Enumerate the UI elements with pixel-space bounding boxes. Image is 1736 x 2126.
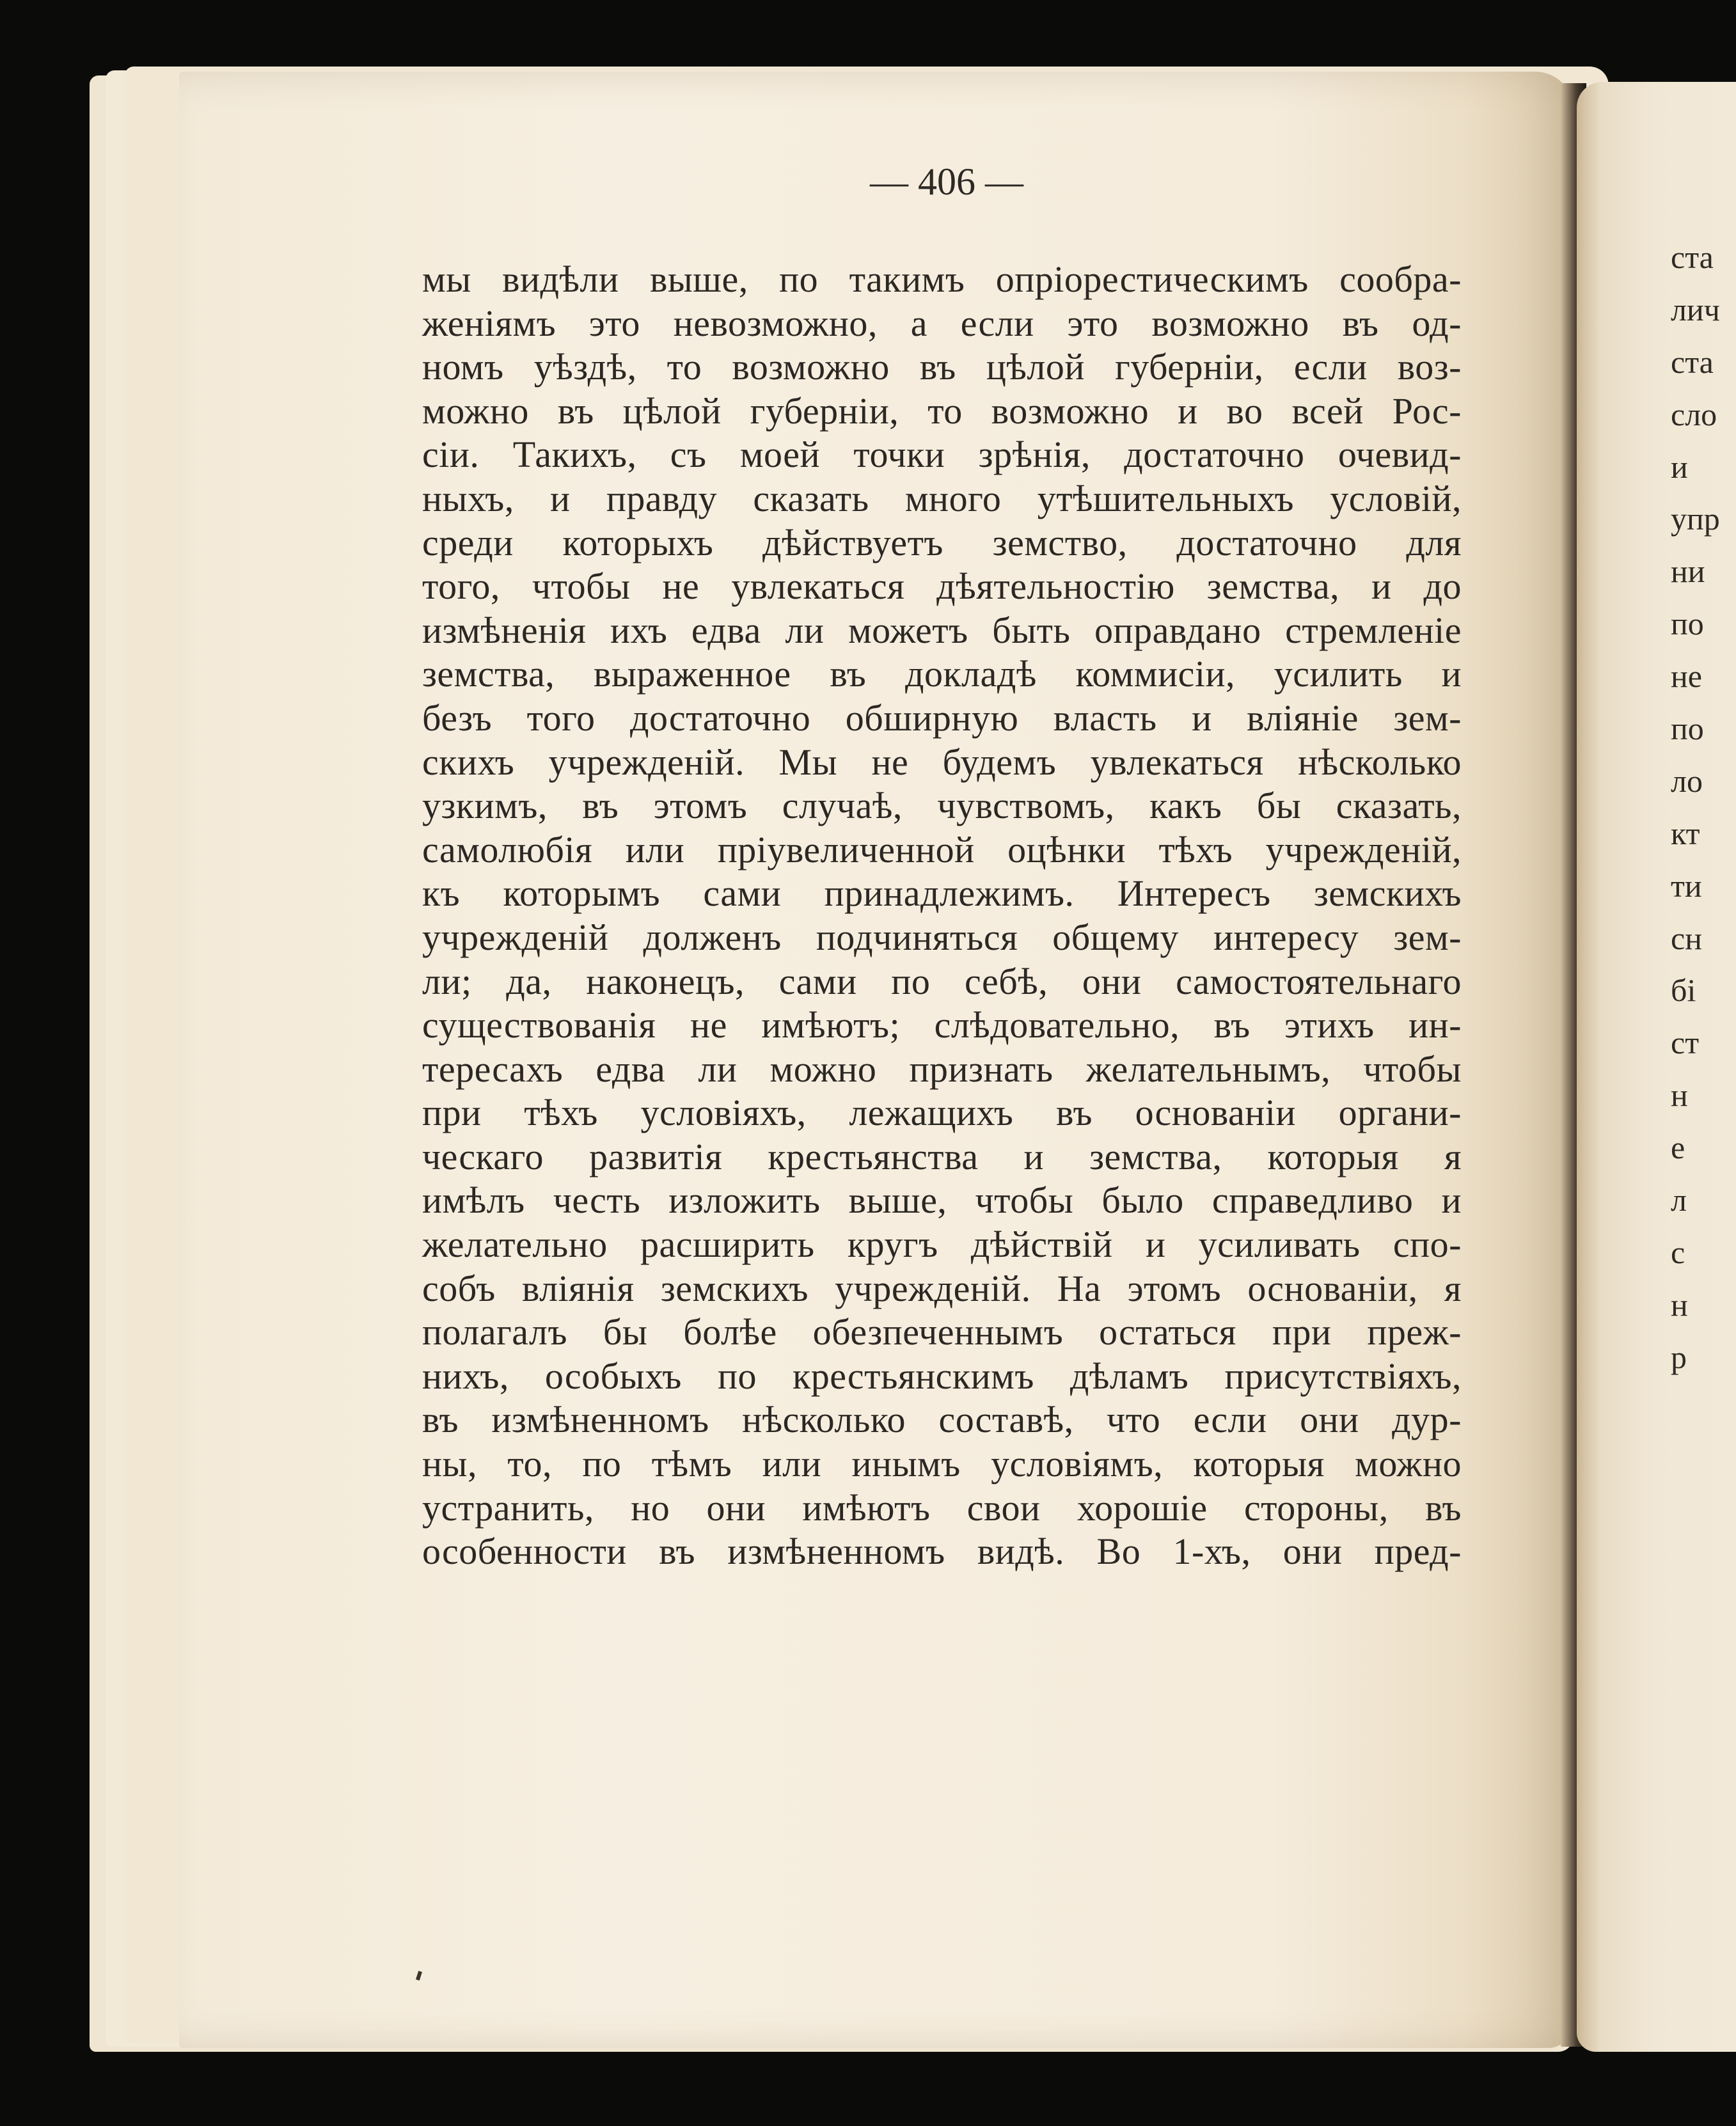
- page-number: — 406 —: [870, 161, 1023, 203]
- text-line-content: собъ вліянія земскихъ учрежденій. На этомъ основаніи, я: [422, 1267, 1462, 1309]
- text-line: [422, 1135, 1462, 1179]
- text-line-content: полагалъ бы болѣе обезпеченнымъ остаться при преж-: [422, 1311, 1462, 1353]
- text-line-content: ныхъ, и правду сказать много утѣшительныхъ условій,: [422, 477, 1462, 519]
- text-line: [422, 872, 1462, 916]
- text-line: [422, 521, 1462, 565]
- text-line-content: при тѣхъ условіяхъ, лежащихъ въ основаніи органи-: [422, 1092, 1462, 1134]
- text-line: [422, 960, 1462, 1004]
- right-page-line-fragment: лич: [1671, 291, 1720, 327]
- text-line-content: женіямъ это невозможно, а если это возможно въ од-: [422, 302, 1462, 344]
- text-line-content: ли; да, наконецъ, сами по себѣ, они самостоятельнаго: [422, 960, 1462, 1002]
- right-page-line-fragment: ст: [1671, 1025, 1700, 1061]
- right-page-line-fragment: кт: [1671, 815, 1700, 851]
- right-page-line-fragment: ста: [1671, 343, 1714, 380]
- text-line: [422, 1486, 1462, 1531]
- text-line-content: того, чтобы не увлекаться дѣятельностію земства, и до: [422, 565, 1462, 608]
- text-column: [422, 258, 1462, 1574]
- text-line: [422, 390, 1462, 434]
- text-line: [422, 784, 1462, 828]
- text-line: [422, 1530, 1462, 1574]
- text-line: [422, 302, 1462, 346]
- text-line: [422, 1048, 1462, 1092]
- text-line: [422, 1223, 1462, 1267]
- text-line: [422, 828, 1462, 872]
- text-line-content: сіи. Такихъ, съ моей точки зрѣнія, достаточно очевид-: [422, 434, 1462, 476]
- right-page-line-fragment: ло: [1671, 762, 1703, 799]
- text-line-content: желательно расширить кругъ дѣйствій и усиливать спо-: [422, 1224, 1462, 1266]
- text-line-content: учрежденій долженъ подчиняться общему интересу зем-: [422, 916, 1462, 958]
- text-line: [422, 1091, 1462, 1135]
- right-page-line-fragment: по: [1671, 606, 1704, 642]
- text-line: [422, 258, 1462, 302]
- text-line: [422, 1179, 1462, 1223]
- right-page-line-fragment: л: [1671, 1182, 1687, 1218]
- text-line-content: къ которымъ сами принадлежимъ. Интересъ земскихъ: [422, 872, 1462, 915]
- text-line-content: скихъ учрежденій. Мы не будемъ увлекаться нѣсколько: [422, 741, 1462, 783]
- text-line-content: безъ того достаточно обширную власть и вліяніе зем-: [422, 697, 1462, 739]
- text-line: [422, 345, 1462, 390]
- text-line-content: среди которыхъ дѣйствуетъ земство, достаточно для: [422, 521, 1462, 563]
- text-line: [422, 1004, 1462, 1048]
- text-line-content: земства, выраженное въ докладѣ коммисіи, усилить и: [422, 653, 1462, 695]
- text-line: [422, 1398, 1462, 1442]
- text-line: [422, 477, 1462, 521]
- text-line: [422, 433, 1462, 477]
- text-line-content: ческаго развитія крестьянства и земства, которыя я: [422, 1135, 1462, 1177]
- right-page-line-fragment: сн: [1671, 920, 1702, 956]
- text-line-content: можно въ цѣлой губерніи, то возможно и во всей Рос-: [422, 390, 1462, 432]
- text-line-content: мы видѣли выше, по такимъ опріорестическимъ сообра-: [422, 258, 1462, 300]
- text-line-content: имѣлъ честь изложить выше, чтобы было справедливо и: [422, 1179, 1462, 1222]
- text-line: [422, 1311, 1462, 1355]
- right-page-line-fragment: бі: [1671, 972, 1696, 1009]
- text-line: [422, 1267, 1462, 1311]
- text-line-content: измѣненія ихъ едва ли можетъ быть оправдано стремленіе: [422, 609, 1462, 651]
- text-line-content: ны, то, по тѣмъ или инымъ условіямъ, которыя можно: [422, 1443, 1462, 1485]
- text-line-content: особенности въ измѣненномъ видѣ. Во 1-хъ, они пред-: [422, 1531, 1462, 1573]
- text-line-content: узкимъ, въ этомъ случаѣ, чувствомъ, какъ бы сказать,: [422, 785, 1462, 827]
- text-line-content: нихъ, особыхъ по крестьянскимъ дѣламъ присутствіяхъ,: [422, 1355, 1462, 1397]
- text-line: [422, 652, 1462, 697]
- right-page-line-fragment: ти: [1671, 867, 1702, 904]
- right-page-line-fragment: н: [1671, 1077, 1688, 1114]
- text-line: [422, 697, 1462, 741]
- text-line-content: устранить, но они имѣютъ свои хорошіе стороны, въ: [422, 1486, 1462, 1529]
- right-page-line-fragment: ни: [1671, 553, 1705, 590]
- text-line-content: самолюбія или пріувеличенной оцѣнки тѣхъ учрежденій,: [422, 828, 1462, 870]
- right-page-line-fragment: не: [1671, 658, 1702, 695]
- text-line: [422, 916, 1462, 960]
- right-page-line-fragment: н: [1671, 1286, 1688, 1323]
- right-page-line-fragment: с: [1671, 1234, 1685, 1270]
- text-line: [422, 741, 1462, 785]
- right-page-text: [1671, 232, 1736, 1920]
- right-page-line-fragment: по: [1671, 711, 1704, 747]
- right-page-line-fragment: и: [1671, 448, 1688, 485]
- text-line: [422, 609, 1462, 653]
- text-line: [422, 1442, 1462, 1486]
- text-line-content: существованія не имѣютъ; слѣдовательно, въ этихъ ин-: [422, 1004, 1462, 1046]
- text-line: [422, 1355, 1462, 1399]
- right-page-line-fragment: р: [1671, 1339, 1687, 1375]
- text-line-content: въ измѣненномъ нѣсколько составѣ, что если они дур-: [422, 1399, 1462, 1441]
- right-page-line-fragment: ста: [1671, 239, 1714, 275]
- right-page-line-fragment: упр: [1671, 501, 1720, 537]
- text-line-content: номъ уѣздѣ, то возможно въ цѣлой губерніи, если воз-: [422, 346, 1462, 388]
- right-page-line-fragment: сло: [1671, 396, 1717, 432]
- right-page-line-fragment: е: [1671, 1130, 1685, 1166]
- text-line: [422, 565, 1462, 609]
- text-line-content: тересахъ едва ли можно признать желательнымъ, чтобы: [422, 1048, 1462, 1090]
